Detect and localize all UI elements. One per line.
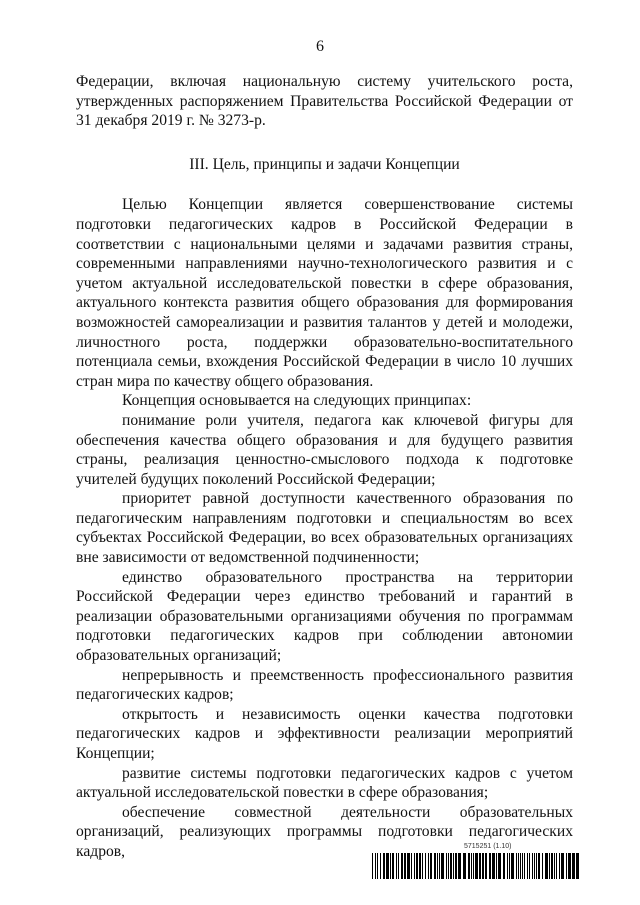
section-title: III. Цель, принципы и задачи Концепции <box>189 155 460 173</box>
document-body <box>76 72 573 862</box>
page-number: 6 <box>316 38 324 55</box>
principle-item: приоритет равной доступности качественного образования по педагогическим направлениям подготовки и специальностям во всех субъектах Российской Федерации, во всех образовательных организациях вне зависимости от ведомственной подчиненности; <box>76 490 573 567</box>
principle-item: единство образовательного пространства на территории Российской Федерации через единство требований и гарантий в реализации образовательными организациями обучения по программам подготовки педагогических кадров при соблюдении автономии образовательных организаций; <box>76 568 573 665</box>
principle-item: обеспечение совместной деятельности образовательных организаций, реализующих программы подготовки педагогических кадров, <box>76 803 573 860</box>
principle-item: понимание роли учителя, педагога как ключевой фигуры для обеспечения качества общего образования и для будущего развития страны, реализация ценностно-смыслового подхода к подготовке учителей будущих поколений Российской Федерации; <box>76 411 573 488</box>
continuation-paragraph: Федерации, включая национальную систему учительского роста, утвержденных распоряжением Правительства Российской Федерации от 31 декабря 2019 г. № 3273-р. <box>76 73 573 130</box>
barcode-block <box>372 843 580 883</box>
barcode-number: 5715251 (1.10) <box>464 843 512 850</box>
goal-paragraph: Целью Концепции является совершенствование системы подготовки педагогических кадров в Российской Федерации в соответствии с национальными целями и задачами развития страны, современными направлениями научно-технологического развития и с учетом актуальной исследовательской повестки в сфере образования, актуального контекста развития общего образования для формирования возможностей самореализации и развития талантов у детей и молодежи, личностного роста, поддержки образовательно-воспитательного потенциала семьи, вхождения Российской Федерации в число 10 лучших стран мира по качеству общего образования. <box>76 196 573 390</box>
barcode-icon <box>372 853 580 879</box>
principles-intro: Концепция основывается на следующих принципах: <box>122 392 472 410</box>
principle-item: непрерывность и преемственность профессионального развития педагогических кадров; <box>76 666 573 704</box>
principle-item: развитие системы подготовки педагогических кадров с учетом актуальной исследовательской повестки в сфере образования; <box>76 764 573 802</box>
principle-item: открытость и независимость оценки качества подготовки педагогических кадров и эффективности реализации мероприятий Концепции; <box>76 705 573 762</box>
